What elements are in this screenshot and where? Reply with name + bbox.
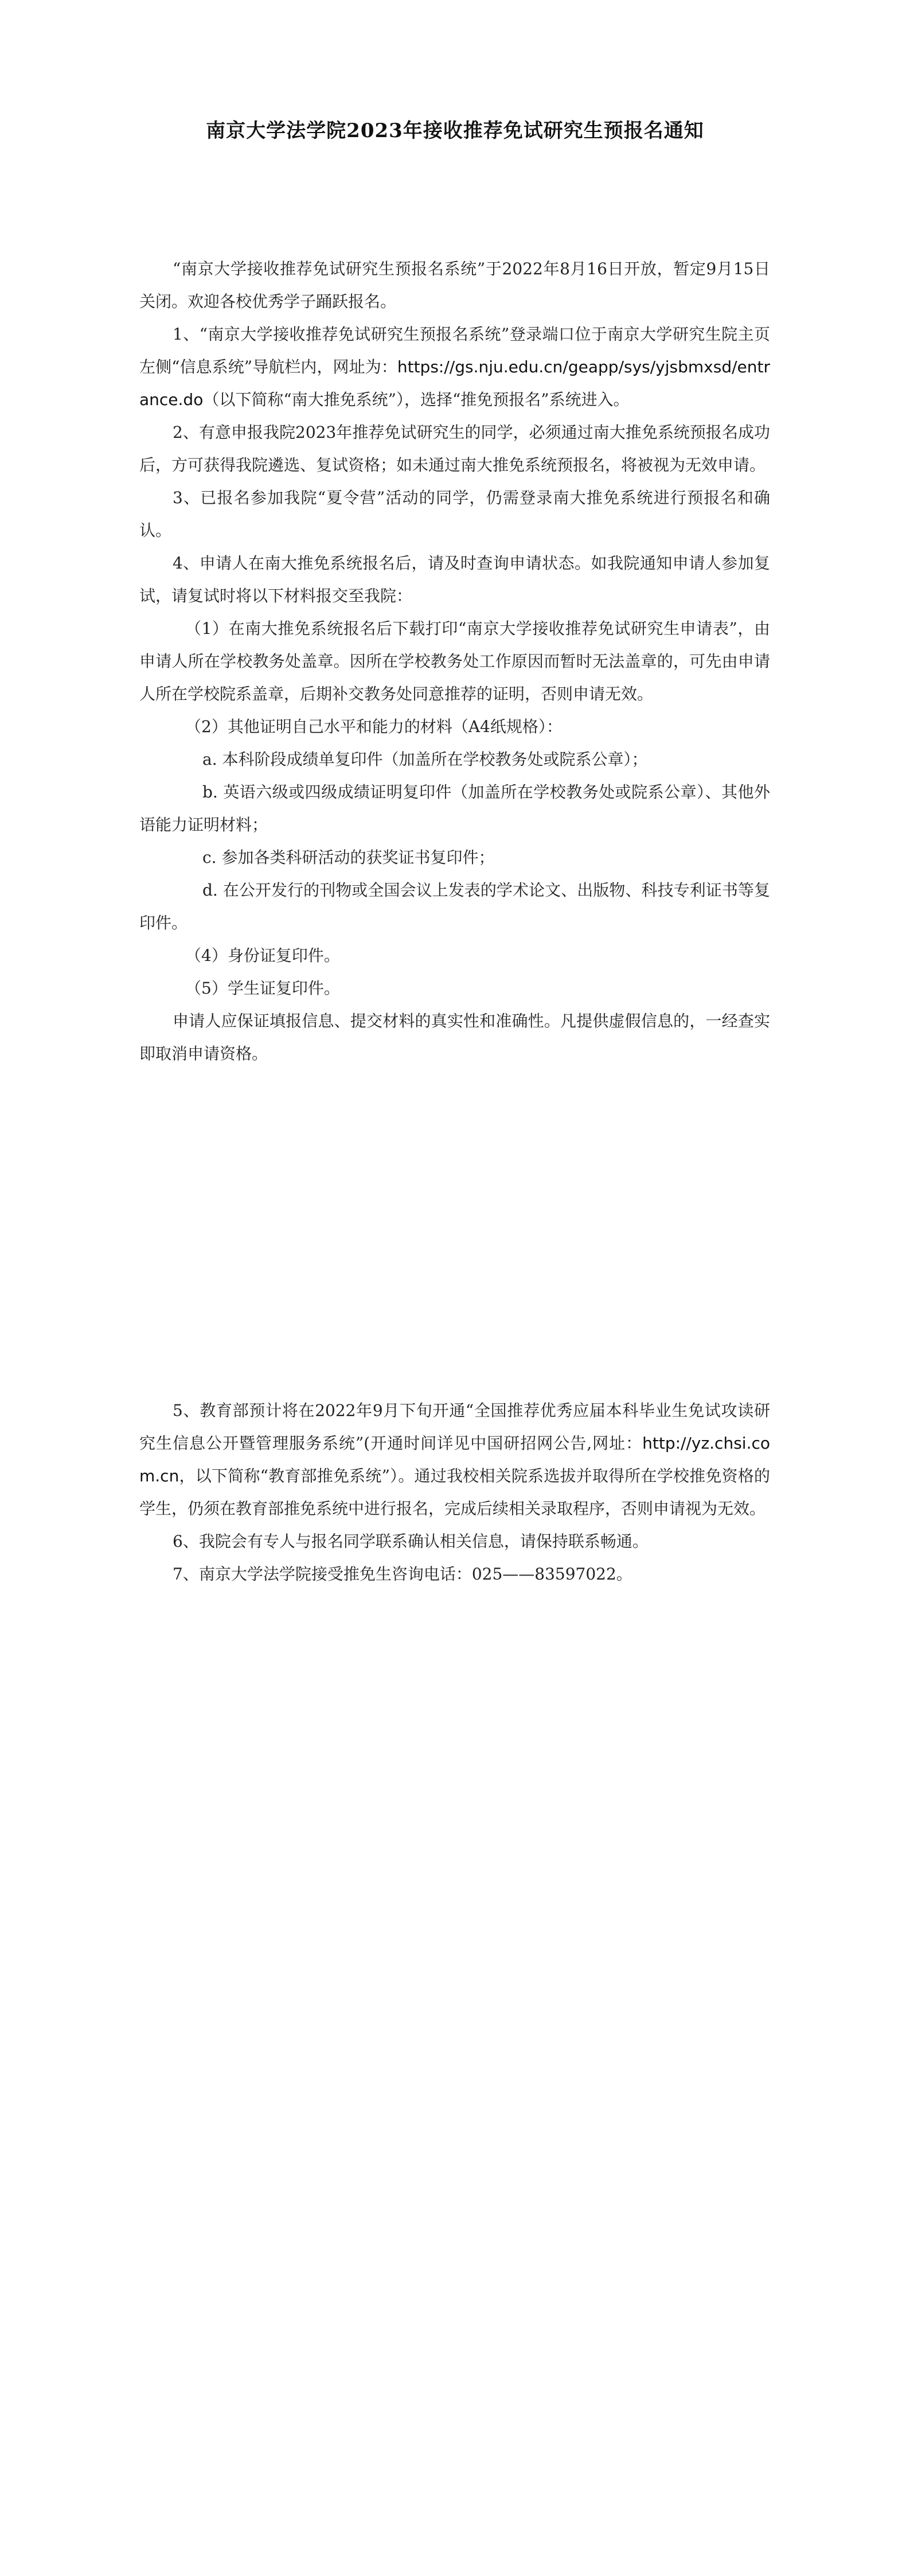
notice-body-part1 — [139, 252, 770, 1070]
sub-item-4-paragraph: （4）身份证复印件。 — [185, 946, 340, 965]
item-3-paragraph: 3、已报名参加我院“夏令营”活动的同学，仍需登录南大推免系统进行预报名和确认。 — [139, 488, 770, 540]
item-5-text-a: 5、教育部预计将在2022年9月下旬开通“全国推荐优秀应届本科毕业生免试攻读研究生信息公开暨管理服务系统”(开通时间详见中国研招网公告,网址： — [139, 1401, 770, 1453]
sub-item-2d-paragraph: d. 在公开发行的刊物或全国会议上发表的学术论文、出版物、科技专利证书等复印件。 — [139, 881, 770, 932]
item-1-text-a: 1、“南京大学接收推荐免试研究生预报名系统”登录端口位于南京大学研究生院主页左侧“信息系统”导航栏内，网址为： — [139, 325, 770, 376]
honesty-paragraph: 申请人应保证填报信息、提交材料的真实性和准确性。凡提供虚假信息的，一经查实即取消申请资格。 — [139, 1011, 770, 1063]
sub-item-2a-paragraph: a. 本科阶段成绩单复印件（加盖所在学校教务处或院系公章）； — [202, 750, 648, 769]
item-1-paragraph — [139, 318, 770, 416]
item-2-paragraph: 2、有意申报我院2023年推荐免试研究生的同学，必须通过南大推免系统预报名成功后，方可获得我院遴选、复试资格；如未通过南大推免系统预报名，将被视为无效申请。 — [139, 423, 770, 474]
sub-item-1-paragraph: （1）在南大推免系统报名后下载打印“南京大学接收推荐免试研究生申请表”，由申请人所在学校教务处盖章。因所在学校教务处工作原因而暂时无法盖章的，可先由申请人所在学校院系盖章，后期补交教务处同意推荐的证明，否则申请无效。 — [139, 619, 770, 703]
nju-system-link[interactable]: https://gs.nju.edu.cn/geapp/sys/yjsbmxsd/entrance.do — [139, 357, 770, 409]
sub-item-2c-paragraph: c. 参加各类科研活动的获奖证书复印件； — [202, 848, 495, 867]
sub-item-2-paragraph: （2）其他证明自己水平和能力的材料（A4纸规格）： — [185, 717, 563, 736]
item-7-paragraph: 7、南京大学法学院接受推免生咨询电话：025——83597022。 — [173, 1565, 632, 1583]
sub-item-2b-paragraph: b. 英语六级或四级成绩证明复印件（加盖所在学校教务处或院系公章）、其他外语能力证明材料； — [139, 783, 770, 834]
chsi-link[interactable]: http://yz.chsi.com.cn — [139, 1434, 770, 1485]
item-4-paragraph: 4、申请人在南大推免系统报名后，请及时查询申请状态。如我院通知申请人参加复试，请复试时将以下材料报交至我院： — [139, 554, 770, 605]
item-5-text-b: ，以下简称“教育部推免系统”）。通过我校相关院系选拔并取得所在学校推免资格的学生，仍须在教育部推免系统中进行报名，完成后续相关录取程序，否则申请视为无效。 — [139, 1466, 770, 1518]
page-title: 南京大学法学院2023年接收推荐免试研究生预报名通知 — [206, 119, 704, 142]
item-1-text-b: （以下简称“南大推免系统”），选择“推免预报名”系统进入。 — [203, 390, 630, 409]
sub-item-5-paragraph: （5）学生证复印件。 — [185, 979, 340, 998]
item-5-paragraph — [139, 1394, 770, 1525]
item-6-paragraph: 6、我院会有专人与报名同学联系确认相关信息，请保持联系畅通。 — [173, 1532, 649, 1551]
notice-body-part2 — [139, 1394, 770, 1590]
intro-paragraph: “南京大学接收推荐免试研究生预报名系统”于2022年8月16日开放，暂定9月15日关闭。欢迎各校优秀学子踊跃报名。 — [139, 259, 770, 311]
